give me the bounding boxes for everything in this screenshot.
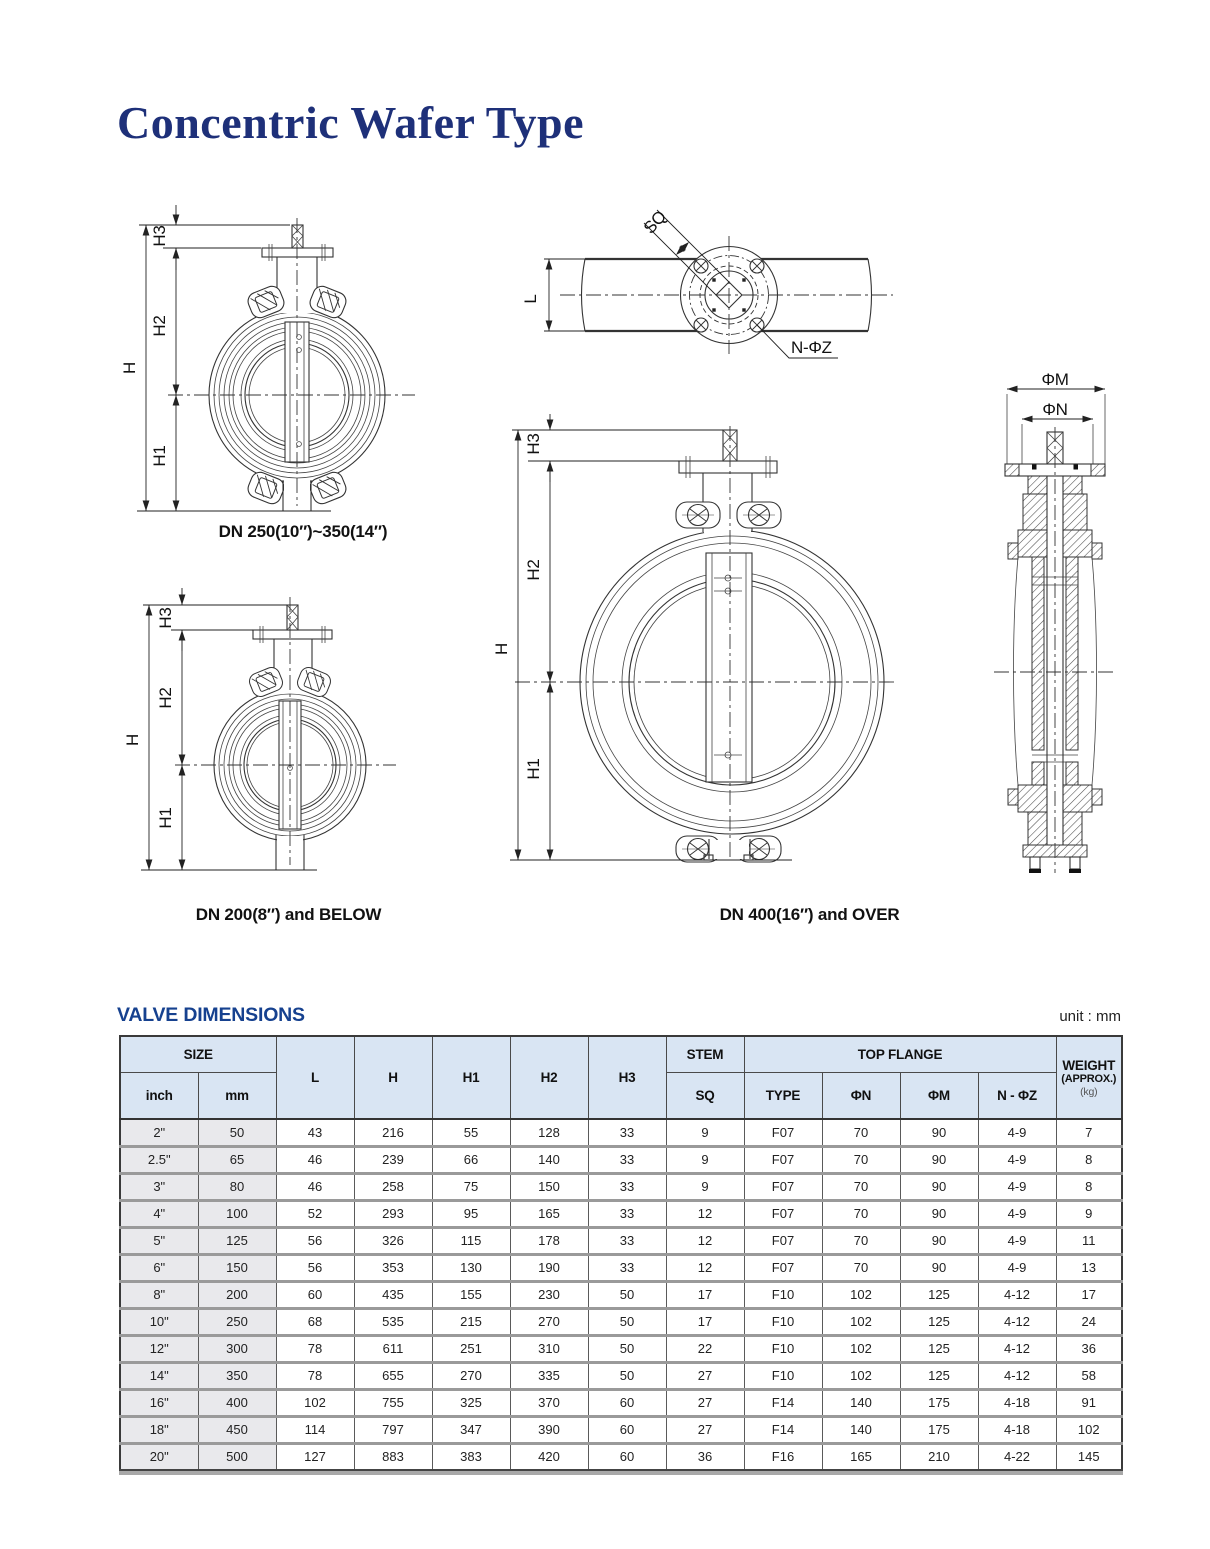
table-cell: F10 xyxy=(744,1335,822,1362)
table-cell: 150 xyxy=(510,1173,588,1200)
table-cell: 347 xyxy=(432,1416,510,1443)
col-header-type: TYPE xyxy=(744,1072,822,1119)
table-cell: 60 xyxy=(588,1416,666,1443)
table-cell: 4-12 xyxy=(978,1281,1056,1308)
dim-label-phi-n: ΦN xyxy=(1042,400,1068,419)
table-cell: 12 xyxy=(666,1254,744,1281)
table-body xyxy=(120,1119,1122,1470)
table-cell: 33 xyxy=(588,1146,666,1173)
table-cell: 12 xyxy=(666,1227,744,1254)
table-cell: 13 xyxy=(1056,1254,1122,1281)
table-cell: 95 xyxy=(432,1200,510,1227)
table-cell: 66 xyxy=(432,1146,510,1173)
table-cell: 325 xyxy=(432,1389,510,1416)
table-cell: 12 xyxy=(666,1200,744,1227)
table-cell: 90 xyxy=(900,1173,978,1200)
table-cell: F10 xyxy=(744,1362,822,1389)
table-cell: 115 xyxy=(432,1227,510,1254)
table-cell: 91 xyxy=(1056,1389,1122,1416)
dim-label-h2: H2 xyxy=(150,315,169,337)
table-cell: 8 xyxy=(1056,1173,1122,1200)
table-cell: 55 xyxy=(432,1119,510,1146)
table-cell: 797 xyxy=(354,1416,432,1443)
table-cell: 70 xyxy=(822,1119,900,1146)
table-cell: 4-22 xyxy=(978,1443,1056,1470)
table-cell: 102 xyxy=(822,1335,900,1362)
table-cell: 56 xyxy=(276,1254,354,1281)
dim-label-h2: H2 xyxy=(524,559,543,581)
table-cell: 4-9 xyxy=(978,1173,1056,1200)
drawing-front-view-mid xyxy=(113,198,433,528)
unit-note: unit : mm xyxy=(1059,1008,1121,1025)
drawing-top-view xyxy=(522,196,922,411)
table-cell: 90 xyxy=(900,1119,978,1146)
table-cell: 27 xyxy=(666,1389,744,1416)
table-cell: 390 xyxy=(510,1416,588,1443)
table-cell: 46 xyxy=(276,1146,354,1173)
table-cell: 4-9 xyxy=(978,1200,1056,1227)
table-row xyxy=(120,1254,1122,1281)
table-cell: 68 xyxy=(276,1308,354,1335)
table-cell: 90 xyxy=(900,1254,978,1281)
table-cell: 4-18 xyxy=(978,1389,1056,1416)
table-row xyxy=(120,1308,1122,1335)
table-cell: 239 xyxy=(354,1146,432,1173)
weight-label: WEIGHT xyxy=(1062,1057,1116,1073)
table-cell: 33 xyxy=(588,1173,666,1200)
table-cell: 178 xyxy=(510,1227,588,1254)
bolt-callout-label: N-ΦZ xyxy=(791,338,832,357)
table-cell: 250 xyxy=(198,1308,276,1335)
table-cell: 130 xyxy=(432,1254,510,1281)
table-cell: 17 xyxy=(1056,1281,1122,1308)
table-cell: 190 xyxy=(510,1254,588,1281)
table-cell: 36 xyxy=(666,1443,744,1470)
table-cell: 90 xyxy=(900,1227,978,1254)
table-cell: 755 xyxy=(354,1389,432,1416)
dim-label-h2: H2 xyxy=(156,687,175,709)
table-row xyxy=(120,1173,1122,1200)
dim-label-h3: H3 xyxy=(150,225,169,247)
table-cell: 56 xyxy=(276,1227,354,1254)
table-cell: F07 xyxy=(744,1119,822,1146)
table-cell: 20" xyxy=(120,1443,198,1470)
table-cell: 58 xyxy=(1056,1362,1122,1389)
col-header-h3: H3 xyxy=(588,1036,666,1119)
col-header-phi-m: ΦM xyxy=(900,1072,978,1119)
table-row xyxy=(120,1362,1122,1389)
drawing-side-section xyxy=(972,365,1142,875)
dim-label-h1: H1 xyxy=(150,445,169,467)
table-row xyxy=(120,1281,1122,1308)
table-cell: 100 xyxy=(198,1200,276,1227)
table-cell: 140 xyxy=(822,1416,900,1443)
table-cell: 50 xyxy=(588,1362,666,1389)
dim-label-h3: H3 xyxy=(524,433,543,455)
table-cell: 114 xyxy=(276,1416,354,1443)
section-title: VALVE DIMENSIONS xyxy=(117,1004,305,1026)
table-cell: 33 xyxy=(588,1200,666,1227)
table-cell: 52 xyxy=(276,1200,354,1227)
table-cell: 4-9 xyxy=(978,1254,1056,1281)
table-cell: 8 xyxy=(1056,1146,1122,1173)
table-cell: 102 xyxy=(822,1308,900,1335)
table-cell: 128 xyxy=(510,1119,588,1146)
table-cell: 7 xyxy=(1056,1119,1122,1146)
table-cell: 18" xyxy=(120,1416,198,1443)
col-header-l: L xyxy=(276,1036,354,1119)
table-cell: 353 xyxy=(354,1254,432,1281)
table-cell: 46 xyxy=(276,1173,354,1200)
table-cell: 293 xyxy=(354,1200,432,1227)
caption-front-view-mid: DN 250(10″)~350(14″) xyxy=(218,522,388,541)
dim-label-h: H xyxy=(492,643,511,655)
table-cell: 435 xyxy=(354,1281,432,1308)
table-cell: 125 xyxy=(198,1227,276,1254)
table-cell: 78 xyxy=(276,1335,354,1362)
caption-front-view-large: DN 400(16″) and OVER xyxy=(719,905,900,924)
table-cell: 36 xyxy=(1056,1335,1122,1362)
table-cell: 383 xyxy=(432,1443,510,1470)
table-cell: 125 xyxy=(900,1362,978,1389)
table-cell: 165 xyxy=(822,1443,900,1470)
caption-front-view-small: DN 200(8″) and BELOW xyxy=(195,905,382,924)
table-cell: 155 xyxy=(432,1281,510,1308)
table-cell: 500 xyxy=(198,1443,276,1470)
table-cell: 125 xyxy=(900,1281,978,1308)
table-cell: 4-18 xyxy=(978,1416,1056,1443)
table-row xyxy=(120,1443,1122,1470)
table-cell: 27 xyxy=(666,1362,744,1389)
table-cell: 102 xyxy=(822,1362,900,1389)
table-cell: 70 xyxy=(822,1200,900,1227)
table-cell: 370 xyxy=(510,1389,588,1416)
table-cell: 5" xyxy=(120,1227,198,1254)
table-cell: 24 xyxy=(1056,1308,1122,1335)
table-cell: 125 xyxy=(900,1335,978,1362)
table-cell: 150 xyxy=(198,1254,276,1281)
table-cell: F10 xyxy=(744,1281,822,1308)
table-cell: 33 xyxy=(588,1227,666,1254)
table-cell: 2.5" xyxy=(120,1146,198,1173)
table-cell: 9 xyxy=(1056,1200,1122,1227)
col-header-inch: inch xyxy=(120,1072,198,1119)
table-cell: 230 xyxy=(510,1281,588,1308)
table-cell: 14" xyxy=(120,1362,198,1389)
table-cell: 50 xyxy=(588,1308,666,1335)
dim-label-sq: SQ xyxy=(639,207,670,238)
table-cell: 50 xyxy=(198,1119,276,1146)
table-cell: 9 xyxy=(666,1173,744,1200)
table-cell: 17 xyxy=(666,1308,744,1335)
table-cell: 27 xyxy=(666,1416,744,1443)
col-header-mm: mm xyxy=(198,1072,276,1119)
table-cell: 12" xyxy=(120,1335,198,1362)
dim-label-h3: H3 xyxy=(156,607,175,629)
col-header-h1: H1 xyxy=(432,1036,510,1119)
table-cell: 50 xyxy=(588,1281,666,1308)
dimension-l xyxy=(521,259,585,331)
table-cell: 216 xyxy=(354,1119,432,1146)
table-cell: 16" xyxy=(120,1389,198,1416)
table-cell: F07 xyxy=(744,1254,822,1281)
valve-dimensions-table xyxy=(119,1035,1123,1471)
col-header-weight xyxy=(1056,1036,1122,1119)
table-cell: 4-9 xyxy=(978,1119,1056,1146)
table-cell: 102 xyxy=(822,1281,900,1308)
table-cell: 175 xyxy=(900,1416,978,1443)
table-cell: 350 xyxy=(198,1362,276,1389)
table-cell: 258 xyxy=(354,1173,432,1200)
table-cell: 4-9 xyxy=(978,1146,1056,1173)
table-cell: 33 xyxy=(588,1119,666,1146)
table-cell: 210 xyxy=(900,1443,978,1470)
table-cell: 78 xyxy=(276,1362,354,1389)
bottom-stub xyxy=(704,839,753,860)
table-cell: 400 xyxy=(198,1389,276,1416)
table-cell: 3" xyxy=(120,1173,198,1200)
table-cell: 65 xyxy=(198,1146,276,1173)
table-cell: 326 xyxy=(354,1227,432,1254)
table-cell: F14 xyxy=(744,1416,822,1443)
table-cell: 165 xyxy=(510,1200,588,1227)
table-cell: 215 xyxy=(432,1308,510,1335)
table-cell: 70 xyxy=(822,1173,900,1200)
table-cell: 145 xyxy=(1056,1443,1122,1470)
table-cell: 125 xyxy=(900,1308,978,1335)
table-cell: F16 xyxy=(744,1443,822,1470)
table-cell: 450 xyxy=(198,1416,276,1443)
col-header-size: SIZE xyxy=(120,1036,276,1072)
table-cell: 50 xyxy=(588,1335,666,1362)
table-cell: 310 xyxy=(510,1335,588,1362)
table-cell: 33 xyxy=(588,1254,666,1281)
table-row xyxy=(120,1416,1122,1443)
table-cell: 60 xyxy=(588,1443,666,1470)
table-cell: 535 xyxy=(354,1308,432,1335)
table-cell: 11 xyxy=(1056,1227,1122,1254)
page-title: Concentric Wafer Type xyxy=(117,97,585,148)
col-header-n-phi-z: N - ΦZ xyxy=(978,1072,1056,1119)
drawing-front-view-small xyxy=(115,585,415,885)
table-cell: 8" xyxy=(120,1281,198,1308)
table-cell: 90 xyxy=(900,1200,978,1227)
col-header-phi-n: ΦN xyxy=(822,1072,900,1119)
table-cell: 102 xyxy=(276,1389,354,1416)
dim-label-l: L xyxy=(521,294,540,304)
table-cell: 200 xyxy=(198,1281,276,1308)
weight-approx-label: (APPROX.) xyxy=(1061,1072,1117,1085)
table-cell: 80 xyxy=(198,1173,276,1200)
table-cell: F07 xyxy=(744,1146,822,1173)
dim-label-h1: H1 xyxy=(156,807,175,829)
table-cell: 90 xyxy=(900,1146,978,1173)
dim-label-h: H xyxy=(123,734,142,746)
col-header-top-flange: TOP FLANGE xyxy=(744,1036,1056,1072)
col-header-h2: H2 xyxy=(510,1036,588,1119)
table-cell: F07 xyxy=(744,1173,822,1200)
table-row xyxy=(120,1119,1122,1146)
table-cell: 4-12 xyxy=(978,1308,1056,1335)
table-cell: 22 xyxy=(666,1335,744,1362)
table-cell: 4-12 xyxy=(978,1362,1056,1389)
weight-unit-label: (kg) xyxy=(1080,1085,1098,1098)
dim-label-h: H xyxy=(120,362,139,374)
table-cell: 175 xyxy=(900,1389,978,1416)
table-cell: 420 xyxy=(510,1443,588,1470)
valve-disc-stem xyxy=(706,553,752,782)
table-cell: 60 xyxy=(588,1389,666,1416)
table-cell: 75 xyxy=(432,1173,510,1200)
table-cell: 10" xyxy=(120,1308,198,1335)
table-cell: 60 xyxy=(276,1281,354,1308)
table-cell: 17 xyxy=(666,1281,744,1308)
stem-thread xyxy=(292,225,303,248)
table-cell: 270 xyxy=(432,1362,510,1389)
stem-thread xyxy=(287,605,298,630)
table-cell: 70 xyxy=(822,1254,900,1281)
table-cell: F07 xyxy=(744,1227,822,1254)
col-header-h: H xyxy=(354,1036,432,1119)
table-cell: F10 xyxy=(744,1308,822,1335)
table-cell: F14 xyxy=(744,1389,822,1416)
table-row xyxy=(120,1389,1122,1416)
table-cell: 611 xyxy=(354,1335,432,1362)
table-cell: 335 xyxy=(510,1362,588,1389)
table-cell: 6" xyxy=(120,1254,198,1281)
dim-label-phi-m: ΦM xyxy=(1041,370,1069,389)
table-cell: 9 xyxy=(666,1119,744,1146)
dim-label-h1: H1 xyxy=(524,758,543,780)
col-header-stem: STEM xyxy=(666,1036,744,1072)
table-cell: 43 xyxy=(276,1119,354,1146)
table-cell: 9 xyxy=(666,1146,744,1173)
table-cell: 70 xyxy=(822,1227,900,1254)
table-row xyxy=(120,1200,1122,1227)
table-cell: 127 xyxy=(276,1443,354,1470)
table-cell: 4" xyxy=(120,1200,198,1227)
table-cell: 2" xyxy=(120,1119,198,1146)
table-cell: 300 xyxy=(198,1335,276,1362)
table-cell: 140 xyxy=(822,1389,900,1416)
table-cell: 270 xyxy=(510,1308,588,1335)
drawing-front-view-large xyxy=(492,412,932,892)
col-header-sq: SQ xyxy=(666,1072,744,1119)
table-row xyxy=(120,1335,1122,1362)
table-cell: 140 xyxy=(510,1146,588,1173)
table-cell: 102 xyxy=(1056,1416,1122,1443)
table-cell: 4-9 xyxy=(978,1227,1056,1254)
table-row xyxy=(120,1146,1122,1173)
table-cell: 70 xyxy=(822,1146,900,1173)
table-row xyxy=(120,1227,1122,1254)
table-cell: 655 xyxy=(354,1362,432,1389)
table-cell: 883 xyxy=(354,1443,432,1470)
table-cell: 4-12 xyxy=(978,1335,1056,1362)
table-cell: F07 xyxy=(744,1200,822,1227)
table-cell: 251 xyxy=(432,1335,510,1362)
